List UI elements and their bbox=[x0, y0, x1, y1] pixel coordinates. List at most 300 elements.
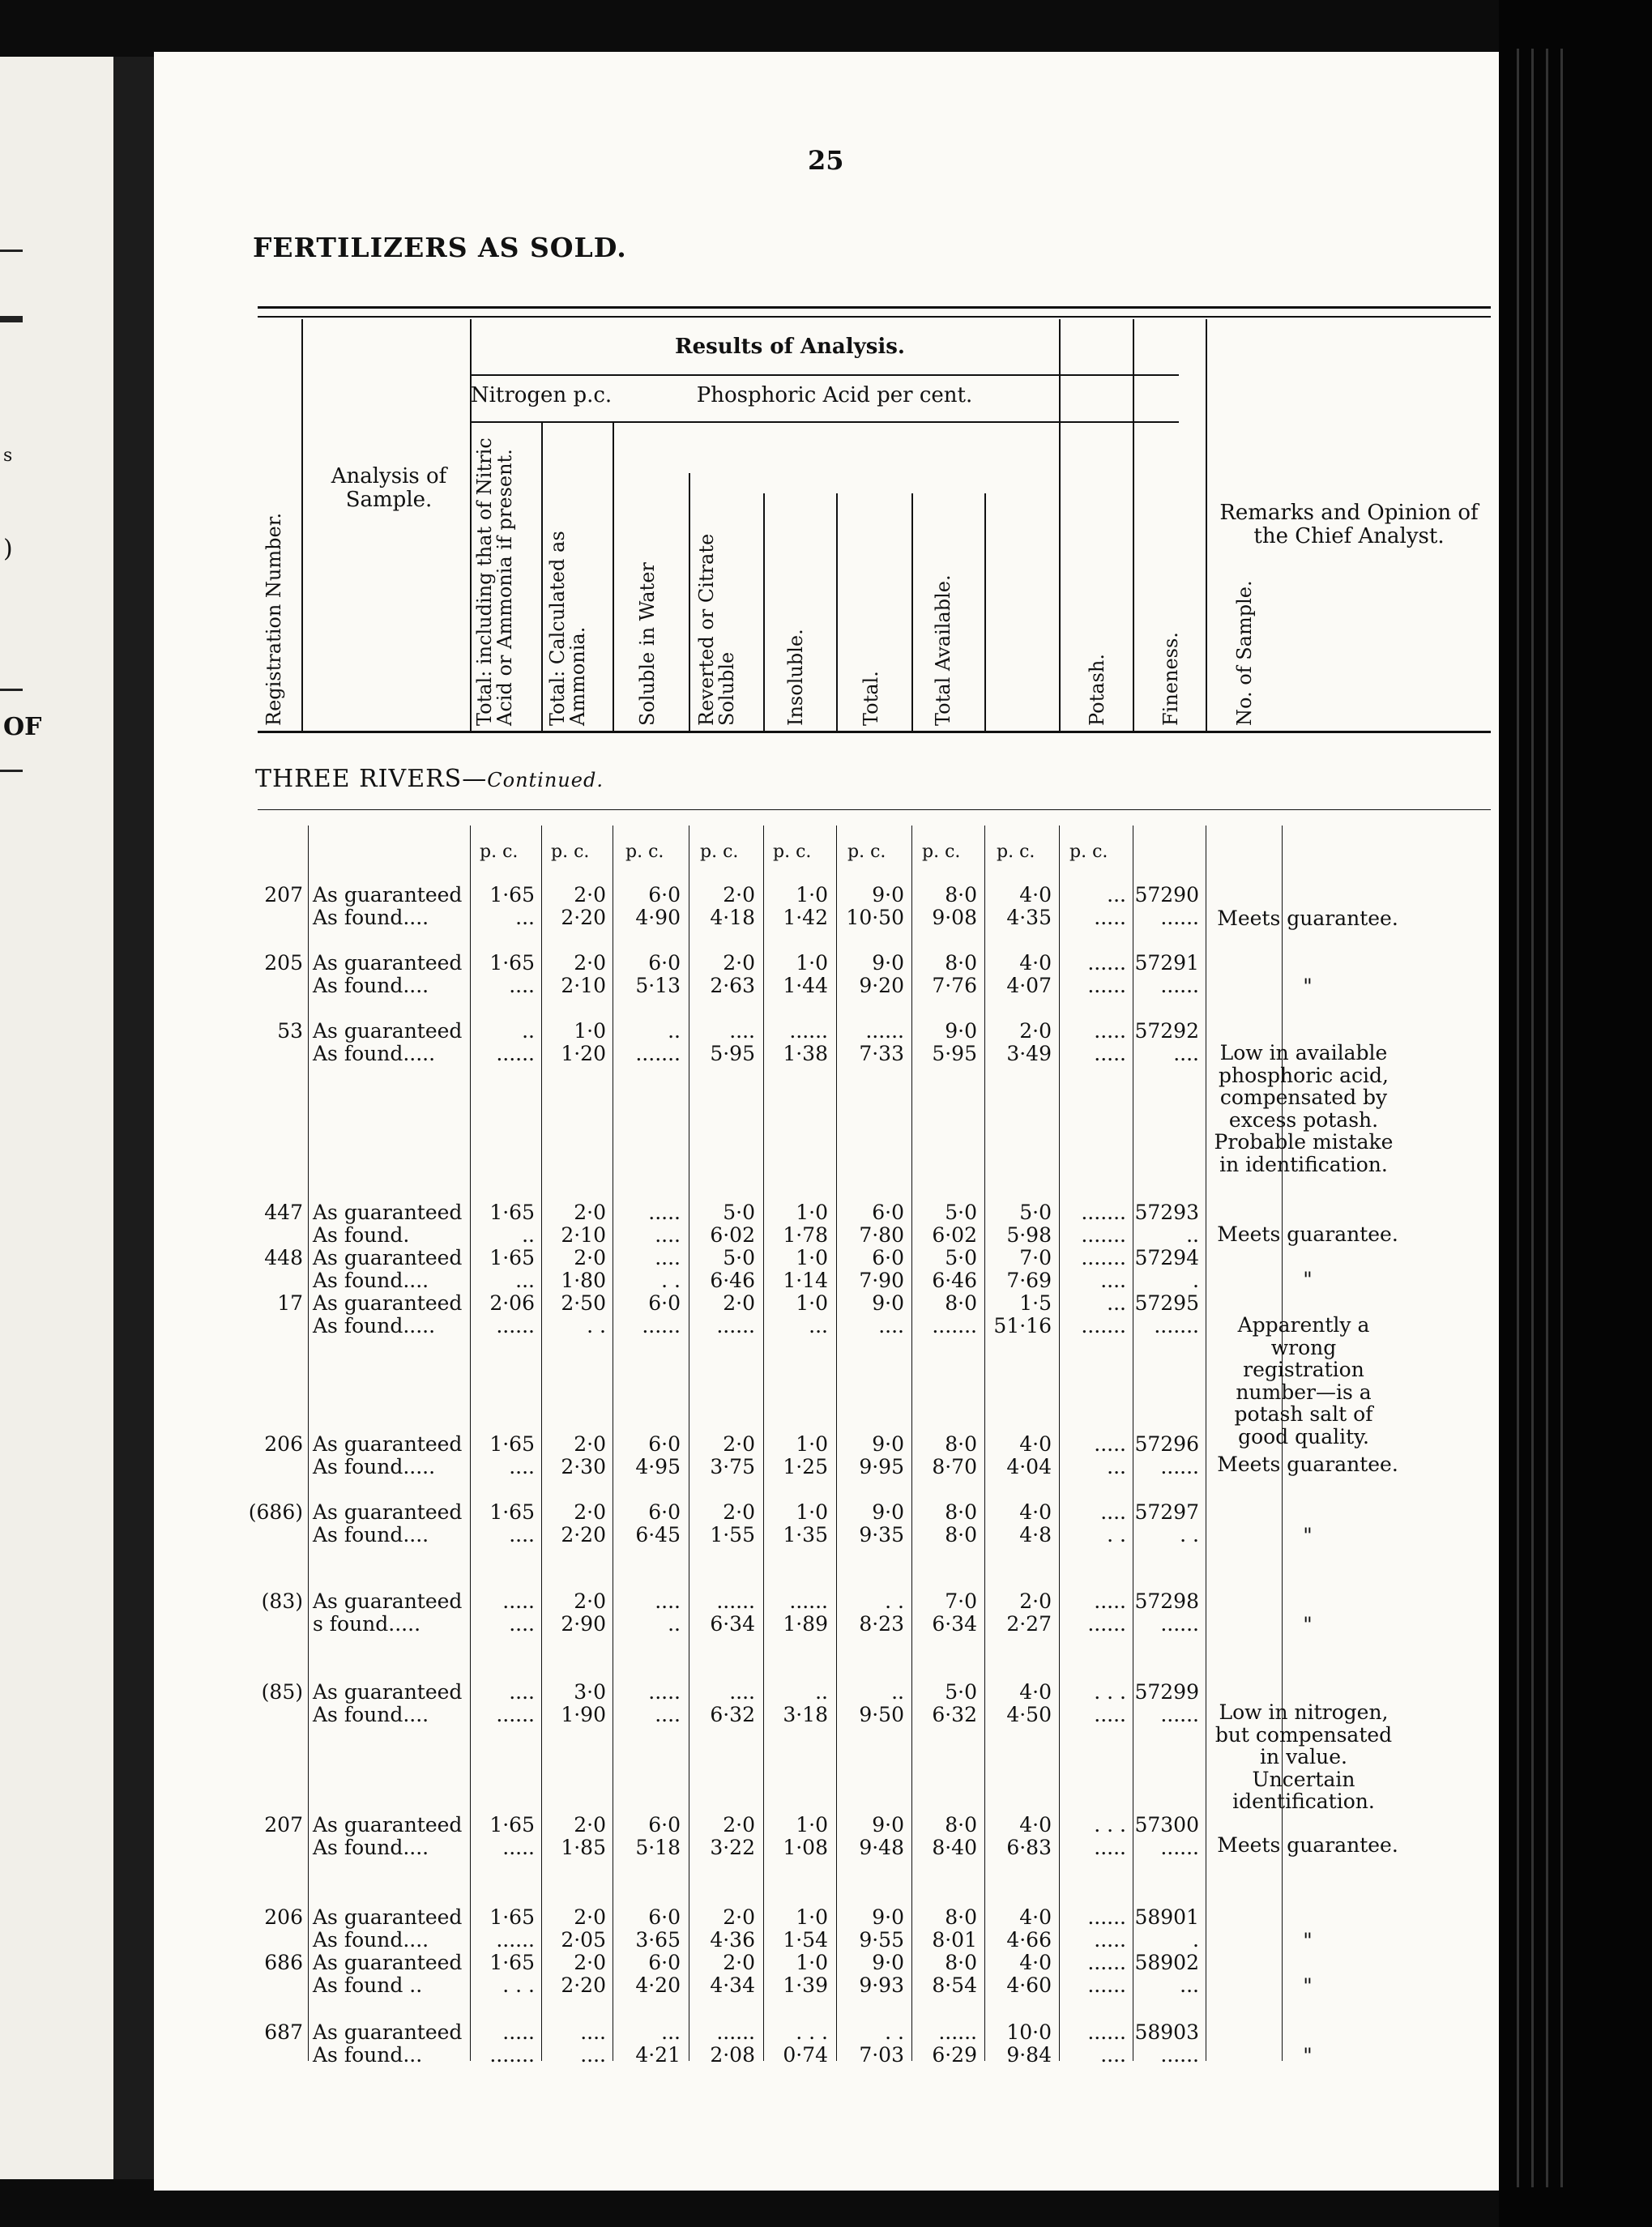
table-cell: 10·0 bbox=[1006, 2020, 1052, 2044]
table-cell: 4·35 bbox=[1006, 906, 1052, 929]
top-rule bbox=[258, 306, 1491, 309]
table-cell: .... bbox=[509, 974, 535, 997]
table-cell: 1·08 bbox=[783, 1836, 828, 1859]
table-cell: 9·0 bbox=[872, 1432, 904, 1456]
table-cell: 1·25 bbox=[783, 1455, 828, 1478]
analysis-label: As found..... bbox=[313, 1314, 436, 1337]
left-fragment: s bbox=[3, 446, 13, 466]
unit-pc-label: p. c. bbox=[625, 842, 664, 862]
table-cell: 1·20 bbox=[561, 1042, 606, 1065]
table-cell: ...... bbox=[496, 1042, 535, 1065]
table-cell: 9·95 bbox=[859, 1455, 904, 1478]
table-cell: 6·45 bbox=[635, 1523, 681, 1547]
table-cell: 2·90 bbox=[561, 1612, 606, 1636]
table-cell: ...... bbox=[1087, 2020, 1126, 2044]
table-cell: ..... bbox=[1094, 1589, 1126, 1613]
table-cell: 9·0 bbox=[872, 1813, 904, 1837]
remark-text: " bbox=[1303, 975, 1313, 998]
table-cell: 3·75 bbox=[710, 1455, 755, 1478]
left-rule bbox=[0, 316, 23, 322]
analysis-label: As found.... bbox=[313, 1269, 429, 1292]
table-cell: 7·69 bbox=[1006, 1269, 1052, 1292]
table-cell: 9·50 bbox=[859, 1703, 904, 1726]
table-cell: . . bbox=[885, 1589, 904, 1613]
table-cell: 4·34 bbox=[710, 1973, 755, 1997]
table-cell: 1·78 bbox=[783, 1223, 828, 1247]
registration-number: 205 bbox=[264, 951, 303, 975]
table-cell: 6·83 bbox=[1006, 1836, 1052, 1859]
table-cell: 8·0 bbox=[945, 1813, 977, 1837]
analysis-label: As guaranteed bbox=[313, 1432, 463, 1456]
table-cell: .... bbox=[580, 2020, 606, 2044]
registration-number: 686 bbox=[264, 1951, 303, 1974]
table-cell: ....... bbox=[1154, 1314, 1199, 1337]
table-cell: . bbox=[1193, 1928, 1199, 1952]
remark-text: " bbox=[1303, 1929, 1313, 1952]
table-cell: 1·65 bbox=[489, 1951, 535, 1974]
table-cell: 2·27 bbox=[1006, 1612, 1052, 1636]
table-cell: ..... bbox=[1094, 1928, 1126, 1952]
registration-number: 207 bbox=[264, 883, 303, 907]
table-cell: 8·70 bbox=[932, 1455, 977, 1478]
table-cell: .... bbox=[729, 1019, 755, 1043]
table-cell: ... bbox=[1107, 1455, 1126, 1478]
analysis-label: As guaranteed bbox=[313, 883, 463, 907]
table-cell: 1·38 bbox=[783, 1042, 828, 1065]
table-cell: 5·0 bbox=[945, 1680, 977, 1704]
table-cell: 2·20 bbox=[561, 906, 606, 929]
table-cell: .. bbox=[815, 1680, 828, 1704]
table-cell: 2·0 bbox=[574, 1951, 606, 1974]
table-cell: 1·0 bbox=[796, 951, 828, 975]
table-cell: 6·0 bbox=[648, 1813, 681, 1837]
table-cell: 6·0 bbox=[872, 1246, 904, 1269]
unit-pc-label: p. c. bbox=[700, 842, 739, 862]
table-cell: 2·05 bbox=[561, 1928, 606, 1952]
table-cell: 2·0 bbox=[574, 1589, 606, 1613]
table-cell: 5·0 bbox=[945, 1246, 977, 1269]
table-cell: 4·0 bbox=[1019, 951, 1052, 975]
table-cell: . bbox=[1193, 1269, 1199, 1292]
table-cell: ... bbox=[1107, 883, 1126, 907]
table-cell: ..... bbox=[1094, 1432, 1126, 1456]
remark-text: Meets guarantee. bbox=[1217, 1833, 1398, 1857]
table-cell: 58902 bbox=[1134, 1951, 1199, 1974]
analysis-label: As found.... bbox=[313, 1703, 429, 1726]
top-rule bbox=[258, 316, 1491, 318]
table-cell: .. bbox=[522, 1223, 535, 1247]
table-cell: ..... bbox=[502, 2020, 535, 2044]
table-cell: ....... bbox=[635, 1042, 681, 1065]
table-cell: .. bbox=[668, 1612, 681, 1636]
table-cell: 7·90 bbox=[859, 1269, 904, 1292]
table-cell: .. bbox=[1186, 1223, 1199, 1247]
page-number: 25 bbox=[808, 145, 844, 176]
table-cell: ...... bbox=[716, 1314, 755, 1337]
remark-text: Low in available phosphoric acid, compensated by excess potash. Probable mistake in identification. bbox=[1214, 1041, 1394, 1176]
remark-text: " bbox=[1303, 2044, 1313, 2067]
table-cell: 6·29 bbox=[932, 2043, 977, 2067]
header-results: Results of Analysis. bbox=[675, 335, 905, 359]
table-cell: 5·0 bbox=[723, 1201, 755, 1224]
table-cell: 2·10 bbox=[561, 974, 606, 997]
table-cell: 6·0 bbox=[872, 1201, 904, 1224]
analysis-label: As guaranteed bbox=[313, 1589, 463, 1613]
table-cell: 8·0 bbox=[945, 1432, 977, 1456]
table-cell: 2·0 bbox=[574, 951, 606, 975]
table-cell: 8·54 bbox=[932, 1973, 977, 1997]
registration-number: 206 bbox=[264, 1432, 303, 1456]
table-cell: 1·65 bbox=[489, 1500, 535, 1524]
table-cell: ...... bbox=[1087, 974, 1126, 997]
table-cell: 7·03 bbox=[859, 2043, 904, 2067]
table-cell: 4·20 bbox=[635, 1973, 681, 1997]
analysis-label: As guaranteed bbox=[313, 1680, 463, 1704]
table-cell: 2·30 bbox=[561, 1455, 606, 1478]
table-cell: 5·0 bbox=[945, 1201, 977, 1224]
table-cell: . . bbox=[885, 2020, 904, 2044]
table-cell: 2·0 bbox=[1019, 1019, 1052, 1043]
table-cell: ...... bbox=[496, 1314, 535, 1337]
table-cell: 51·16 bbox=[993, 1314, 1052, 1337]
registration-number: 687 bbox=[264, 2020, 303, 2044]
table-cell: 1·0 bbox=[796, 1951, 828, 1974]
table-cell: 6·0 bbox=[648, 1500, 681, 1524]
table-cell: 4·18 bbox=[710, 906, 755, 929]
table-cell: 8·23 bbox=[859, 1612, 904, 1636]
analysis-label: As found.... bbox=[313, 1836, 429, 1859]
table-cell: ...... bbox=[1160, 1612, 1199, 1636]
table-cell: . . . bbox=[1094, 1680, 1126, 1704]
section-heading bbox=[255, 765, 604, 793]
table-cell: ...... bbox=[789, 1589, 828, 1613]
table-cell: 1·54 bbox=[783, 1928, 828, 1952]
table-cell: . . bbox=[587, 1314, 606, 1337]
table-cell: 4·21 bbox=[635, 2043, 681, 2067]
table-cell: ..... bbox=[502, 1836, 535, 1859]
table-cell: 4·0 bbox=[1019, 1432, 1052, 1456]
table-cell: .. bbox=[522, 1019, 535, 1043]
table-cell: 57293 bbox=[1134, 1201, 1199, 1224]
page-title: FERTILIZERS AS SOLD. bbox=[253, 232, 627, 263]
table-cell: 1·65 bbox=[489, 1813, 535, 1837]
table-cell: ...... bbox=[1160, 1836, 1199, 1859]
table-cell: . . bbox=[1180, 1523, 1199, 1547]
table-cell: 9·08 bbox=[932, 906, 977, 929]
table-cell: .... bbox=[655, 1703, 681, 1726]
table-cell: 5·95 bbox=[932, 1042, 977, 1065]
table-cell: . . . bbox=[796, 2020, 828, 2044]
analysis-label: As found.... bbox=[313, 906, 429, 929]
table-cell: 2·0 bbox=[723, 1905, 755, 1929]
table-cell: 9·0 bbox=[872, 883, 904, 907]
table-cell: 6·34 bbox=[932, 1612, 977, 1636]
registration-number: (83) bbox=[261, 1589, 303, 1613]
table-cell: 8·01 bbox=[932, 1928, 977, 1952]
table-cell: 2·0 bbox=[723, 883, 755, 907]
table-cell: 9·84 bbox=[1006, 2043, 1052, 2067]
table-cell: 6·46 bbox=[710, 1269, 755, 1292]
analysis-label: As guaranteed bbox=[313, 1019, 463, 1043]
table-cell: 6·0 bbox=[648, 1291, 681, 1315]
table-cell: 8·0 bbox=[945, 1951, 977, 1974]
registration-number: 53 bbox=[277, 1019, 303, 1043]
table-cell: 3·18 bbox=[783, 1703, 828, 1726]
table-cell: .. bbox=[668, 1019, 681, 1043]
table-cell: 1·65 bbox=[489, 1905, 535, 1929]
registration-number: 448 bbox=[264, 1246, 303, 1269]
table-cell: ....... bbox=[1081, 1314, 1126, 1337]
table-cell: ..... bbox=[502, 1589, 535, 1613]
table-cell: . . . bbox=[502, 1973, 535, 1997]
table-cell: ...... bbox=[938, 2020, 977, 2044]
table-cell: .... bbox=[1173, 1042, 1199, 1065]
remark-text: " bbox=[1303, 1974, 1313, 1998]
table-cell: . . bbox=[1107, 1523, 1126, 1547]
header-phosphoric: Phosphoric Acid per cent. bbox=[696, 383, 973, 407]
table-cell: 4·66 bbox=[1006, 1928, 1052, 1952]
table-cell: 1·90 bbox=[561, 1703, 606, 1726]
analysis-label: As found.... bbox=[313, 974, 429, 997]
table-cell: 1·35 bbox=[783, 1523, 828, 1547]
header-n-total: Total: including that of Nitric Acid or Ammonia if present. bbox=[473, 437, 517, 726]
table-cell: ... bbox=[661, 2020, 681, 2044]
table-cell: ...... bbox=[716, 2020, 755, 2044]
table-cell: 2·20 bbox=[561, 1523, 606, 1547]
table-cell: ...... bbox=[1160, 1455, 1199, 1478]
analysis-label: As found..... bbox=[313, 1455, 436, 1478]
table-cell: .... bbox=[1100, 1500, 1126, 1524]
table-cell: ...... bbox=[1087, 1951, 1126, 1974]
table-cell: ..... bbox=[648, 1201, 681, 1224]
table-cell: .... bbox=[509, 1680, 535, 1704]
table-cell: 58903 bbox=[1134, 2020, 1199, 2044]
table-cell: 4·50 bbox=[1006, 1703, 1052, 1726]
header-registration: Registration Number. bbox=[263, 512, 285, 726]
table-cell: 2·10 bbox=[561, 1223, 606, 1247]
analysis-label: As found .. bbox=[313, 1973, 423, 1997]
table-cell: ... bbox=[1180, 1973, 1199, 1997]
table-cell: ...... bbox=[1087, 1612, 1126, 1636]
table-cell: 2·0 bbox=[723, 1291, 755, 1315]
registration-number: (686) bbox=[248, 1500, 303, 1524]
unit-pc-label: p. c. bbox=[847, 842, 886, 862]
table-cell: 57300 bbox=[1134, 1813, 1199, 1837]
table-cell: 2·0 bbox=[574, 1201, 606, 1224]
table-cell: 4·0 bbox=[1019, 883, 1052, 907]
table-cell: 2·20 bbox=[561, 1973, 606, 1997]
table-cell: 7·33 bbox=[859, 1042, 904, 1065]
table-cell: 2·0 bbox=[574, 883, 606, 907]
registration-number: 17 bbox=[277, 1291, 303, 1315]
table-cell: ..... bbox=[1094, 1019, 1126, 1043]
table-cell: 1·42 bbox=[783, 906, 828, 929]
table-cell: 1·0 bbox=[796, 883, 828, 907]
table-cell: 2·0 bbox=[574, 1813, 606, 1837]
table-cell: 3·65 bbox=[635, 1928, 681, 1952]
table-cell: 4·95 bbox=[635, 1455, 681, 1478]
table-cell: 9·93 bbox=[859, 1973, 904, 1997]
table-cell: .... bbox=[655, 1589, 681, 1613]
document-page bbox=[154, 52, 1499, 2191]
table-cell: 4·8 bbox=[1019, 1523, 1052, 1547]
remark-text: " bbox=[1303, 1613, 1313, 1636]
remark-text: Meets guarantee. bbox=[1217, 1222, 1398, 1246]
table-cell: 9·0 bbox=[872, 1291, 904, 1315]
table-cell: 6·02 bbox=[710, 1223, 755, 1247]
table-cell: 6·0 bbox=[648, 951, 681, 975]
table-cell: ..... bbox=[1094, 1836, 1126, 1859]
table-cell: 57299 bbox=[1134, 1680, 1199, 1704]
table-cell: 2·50 bbox=[561, 1291, 606, 1315]
header-p-reverted: Reverted or Citrate Soluble bbox=[695, 533, 739, 726]
table-cell: 4·36 bbox=[710, 1928, 755, 1952]
table-cell: ...... bbox=[1087, 1905, 1126, 1929]
table-cell: 1·39 bbox=[783, 1973, 828, 1997]
table-cell: 7·76 bbox=[932, 974, 977, 997]
table-cell: 4·04 bbox=[1006, 1455, 1052, 1478]
header-remarks: Remarks and Opinion of the Chief Analyst. bbox=[1219, 501, 1479, 548]
table-cell: .... bbox=[509, 1523, 535, 1547]
remark-text: Meets guarantee. bbox=[1217, 1453, 1398, 1476]
remark-text: Meets guarantee. bbox=[1217, 907, 1398, 930]
table-cell: 6·0 bbox=[648, 883, 681, 907]
registration-number: 447 bbox=[264, 1201, 303, 1224]
table-cell: ...... bbox=[1160, 974, 1199, 997]
remark-text: " bbox=[1303, 1268, 1313, 1291]
table-cell: 57292 bbox=[1134, 1019, 1199, 1043]
table-cell: 6·02 bbox=[932, 1223, 977, 1247]
table-cell: 2·0 bbox=[574, 1432, 606, 1456]
table-cell: 1·65 bbox=[489, 883, 535, 907]
table-cell: ...... bbox=[1160, 906, 1199, 929]
analysis-label: As guaranteed bbox=[313, 1500, 463, 1524]
table-cell: 1·0 bbox=[574, 1019, 606, 1043]
section-rule bbox=[258, 809, 1491, 810]
analysis-label: As found..... bbox=[313, 1042, 436, 1065]
table-cell: 2·0 bbox=[723, 1500, 755, 1524]
analysis-label: As found... bbox=[313, 2043, 423, 2067]
table-cell: 2·0 bbox=[723, 951, 755, 975]
table-cell: 6·34 bbox=[710, 1612, 755, 1636]
table-cell: 5·13 bbox=[635, 974, 681, 997]
table-cell: ...... bbox=[496, 1928, 535, 1952]
table-cell: ... bbox=[515, 906, 535, 929]
table-cell: 1·80 bbox=[561, 1269, 606, 1292]
table-cell: 8·0 bbox=[945, 1500, 977, 1524]
header-potash: Potash. bbox=[1086, 654, 1108, 726]
registration-number: (85) bbox=[261, 1680, 303, 1704]
table-cell: 1·0 bbox=[796, 1500, 828, 1524]
table-cell: 6·0 bbox=[648, 1905, 681, 1929]
table-cell: ...... bbox=[1160, 2043, 1199, 2067]
table-cell: ...... bbox=[1087, 951, 1126, 975]
left-fragment: ) bbox=[3, 535, 13, 563]
header-p-total: Total. bbox=[860, 671, 882, 726]
registration-number: 206 bbox=[264, 1905, 303, 1929]
table-cell: 57295 bbox=[1134, 1291, 1199, 1315]
table-cell: 1·0 bbox=[796, 1201, 828, 1224]
header-sample-no: No. of Sample. bbox=[1233, 580, 1256, 726]
left-page-edge bbox=[0, 57, 113, 2179]
table-cell: ....... bbox=[489, 2043, 535, 2067]
registration-number: 207 bbox=[264, 1813, 303, 1837]
table-cell: 2·06 bbox=[489, 1291, 535, 1315]
analysis-label: As found.... bbox=[313, 1928, 429, 1952]
table-cell: 4·90 bbox=[635, 906, 681, 929]
header-analysis: Analysis of Sample. bbox=[331, 464, 447, 512]
table-cell: 57291 bbox=[1134, 951, 1199, 975]
table-cell: .... bbox=[580, 2043, 606, 2067]
table-cell: .... bbox=[729, 1680, 755, 1704]
table-cell: 2·0 bbox=[1019, 1589, 1052, 1613]
table-cell: 7·0 bbox=[945, 1589, 977, 1613]
table-cell: 8·0 bbox=[945, 1291, 977, 1315]
remark-text: Low in nitrogen, but compensated in value. Uncertain identification. bbox=[1214, 1700, 1393, 1813]
table-cell: .. bbox=[891, 1680, 904, 1704]
left-fragment: OF bbox=[3, 713, 42, 741]
unit-pc-label: p. c. bbox=[1069, 842, 1108, 862]
analysis-label: As guaranteed bbox=[313, 951, 463, 975]
table-cell: 9·35 bbox=[859, 1523, 904, 1547]
dark-background bbox=[1499, 0, 1652, 2227]
table-cell: 8·0 bbox=[945, 951, 977, 975]
table-cell: 1·0 bbox=[796, 1246, 828, 1269]
table-cell: 4·07 bbox=[1006, 974, 1052, 997]
analysis-label: As guaranteed bbox=[313, 1813, 463, 1837]
table-cell: ... bbox=[515, 1269, 535, 1292]
table-cell: .... bbox=[878, 1314, 904, 1337]
analysis-label: As found.... bbox=[313, 1523, 429, 1547]
left-rule bbox=[0, 689, 23, 691]
table-cell: 57294 bbox=[1134, 1246, 1199, 1269]
table-cell: 1·44 bbox=[783, 974, 828, 997]
table-cell: .... bbox=[1100, 1269, 1126, 1292]
table-cell: 3·0 bbox=[574, 1680, 606, 1704]
table-cell: 8·40 bbox=[932, 1836, 977, 1859]
table-cell: 1·14 bbox=[783, 1269, 828, 1292]
table-cell: . . bbox=[661, 1269, 681, 1292]
table-cell: 6·0 bbox=[648, 1432, 681, 1456]
analysis-label: As guaranteed bbox=[313, 1291, 463, 1315]
table-cell: 1·0 bbox=[796, 1432, 828, 1456]
unit-pc-label: p. c. bbox=[997, 842, 1035, 862]
analysis-label: As guaranteed bbox=[313, 1905, 463, 1929]
table-cell: 1·89 bbox=[783, 1612, 828, 1636]
table-cell: ... bbox=[809, 1314, 828, 1337]
table-cell: 0·74 bbox=[783, 2043, 828, 2067]
left-rule bbox=[0, 250, 23, 252]
table-cell: 1·65 bbox=[489, 1432, 535, 1456]
table-cell: 6·46 bbox=[932, 1269, 977, 1292]
table-cell: 1·85 bbox=[561, 1836, 606, 1859]
header-p-available: Total Available. bbox=[932, 574, 954, 726]
table-cell: ..... bbox=[1094, 906, 1126, 929]
table-cell: ..... bbox=[648, 1680, 681, 1704]
table-cell: 3·49 bbox=[1006, 1042, 1052, 1065]
table-cell: ...... bbox=[865, 1019, 904, 1043]
analysis-label: As guaranteed bbox=[313, 1951, 463, 1974]
analysis-label: As guaranteed bbox=[313, 1246, 463, 1269]
analysis-label: As guaranteed bbox=[313, 2020, 463, 2044]
subgroup-rule bbox=[470, 421, 1179, 423]
table-cell: 9·48 bbox=[859, 1836, 904, 1859]
header-nitrogen: Nitrogen p.c. bbox=[470, 383, 613, 407]
table-cell: ....... bbox=[1081, 1246, 1126, 1269]
table-cell: 9·0 bbox=[872, 1951, 904, 1974]
table-cell: 57298 bbox=[1134, 1589, 1199, 1613]
table-cell: 5·95 bbox=[710, 1042, 755, 1065]
